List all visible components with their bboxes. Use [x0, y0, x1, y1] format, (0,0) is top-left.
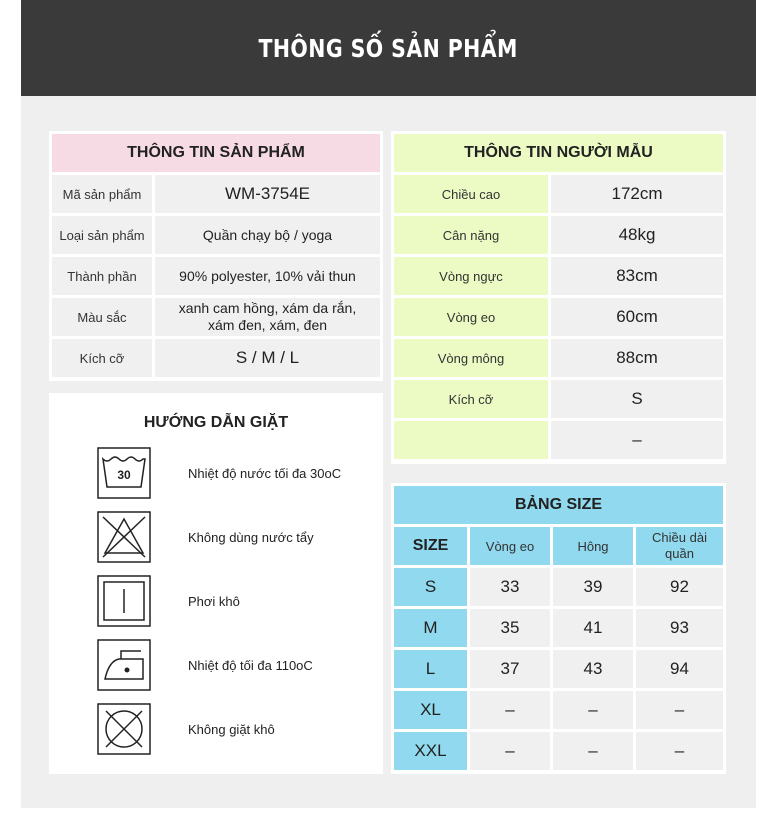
size-header-size: SIZE	[394, 527, 467, 565]
size-row-l-size: L	[394, 650, 467, 688]
size-row-xxl-length: –	[636, 732, 723, 770]
color-label: Màu sắc	[52, 298, 152, 336]
waist-value: 60cm	[551, 298, 723, 336]
wash-guide-title: HƯỚNG DẪN GIẶT	[143, 414, 289, 431]
wash-temp-text: 30	[117, 468, 131, 482]
height-label: Chiều cao	[394, 175, 548, 213]
model-size-label: Kích cỡ	[394, 380, 548, 418]
size-table-title: BẢNG SIZE	[394, 486, 723, 524]
page-header	[21, 0, 756, 96]
height-value: 172cm	[551, 175, 723, 213]
iron-icon	[97, 639, 151, 691]
size-row-m-length: 93	[636, 609, 723, 647]
size-row-xl-length: –	[636, 691, 723, 729]
size-header-waist: Vòng eo	[470, 527, 550, 565]
size-row-s-hip: 39	[553, 568, 633, 606]
size-row-s-waist: 33	[470, 568, 550, 606]
size-row-s-size: S	[394, 568, 467, 606]
size-row-xxl-waist: –	[470, 732, 550, 770]
size-row-l-waist: 37	[470, 650, 550, 688]
model-size-value: S	[551, 380, 723, 418]
size-row-l-hip: 43	[553, 650, 633, 688]
model-info-title: THÔNG TIN NGƯỜI MẪU	[394, 134, 723, 172]
empty-value: –	[551, 421, 723, 459]
size-header-hip: Hông	[553, 527, 633, 565]
dry-icon	[97, 575, 151, 627]
weight-value: 48kg	[551, 216, 723, 254]
size-row-m-waist: 35	[470, 609, 550, 647]
size-row-xxl-size: XXL	[394, 732, 467, 770]
bust-value: 83cm	[551, 257, 723, 295]
wash-30-icon	[97, 447, 151, 499]
wash-row-no-bleach	[49, 511, 383, 563]
product-code-label: Mã sản phẩm	[52, 175, 152, 213]
content-area	[21, 96, 756, 808]
size-row-m-size: M	[394, 609, 467, 647]
composition-value: 90% polyester, 10% vải thun	[155, 257, 380, 295]
size-row-s-length: 92	[636, 568, 723, 606]
dry-text: Phơi khô	[188, 593, 240, 609]
no-bleach-text: Không dùng nước tẩy	[188, 529, 314, 545]
size-row-l-length: 94	[636, 650, 723, 688]
hip-value: 88cm	[551, 339, 723, 377]
wash-row-iron	[49, 639, 383, 691]
product-type-label: Loại sản phẩm	[52, 216, 152, 254]
composition-label: Thành phần	[52, 257, 152, 295]
size-row-xl-size: XL	[394, 691, 467, 729]
waist-label: Vòng eo	[394, 298, 548, 336]
empty-label	[394, 421, 548, 459]
size-row-m-hip: 41	[553, 609, 633, 647]
wash-guide-panel	[49, 393, 383, 774]
product-info-title: THÔNG TIN SẢN PHẨM	[52, 134, 380, 172]
hip-label: Vòng mông	[394, 339, 548, 377]
product-info-panel	[49, 131, 383, 381]
size-row-xxl-hip: –	[553, 732, 633, 770]
wash-30-text: Nhiệt độ nước tối đa 30oC	[188, 465, 342, 481]
no-bleach-icon	[97, 511, 151, 563]
size-header-length: Chiều dài quần	[636, 527, 723, 565]
size-row-xl-hip: –	[553, 691, 633, 729]
iron-text: Nhiệt độ tối đa 110oC	[188, 657, 313, 673]
wash-row-dry	[49, 575, 383, 627]
no-dry-clean-icon	[97, 703, 151, 755]
page-title: THÔNG SỐ SẢN PHẨM	[258, 33, 519, 63]
model-info-panel	[391, 131, 726, 464]
wash-row-30	[49, 447, 383, 499]
wash-row-no-dry-clean	[49, 703, 383, 755]
size-label: Kích cỡ	[52, 339, 152, 377]
product-type-value: Quần chạy bộ / yoga	[155, 216, 380, 254]
bust-label: Vòng ngực	[394, 257, 548, 295]
size-value: S / M / L	[155, 339, 380, 377]
product-code-value: WM-3754E	[155, 175, 380, 213]
size-table-panel	[391, 483, 726, 774]
size-row-xl-waist: –	[470, 691, 550, 729]
weight-label: Cân nặng	[394, 216, 548, 254]
color-value: xanh cam hồng, xám da rắn, xám đen, xám, đen	[155, 298, 380, 336]
no-dry-clean-text: Không giặt khô	[188, 721, 275, 737]
